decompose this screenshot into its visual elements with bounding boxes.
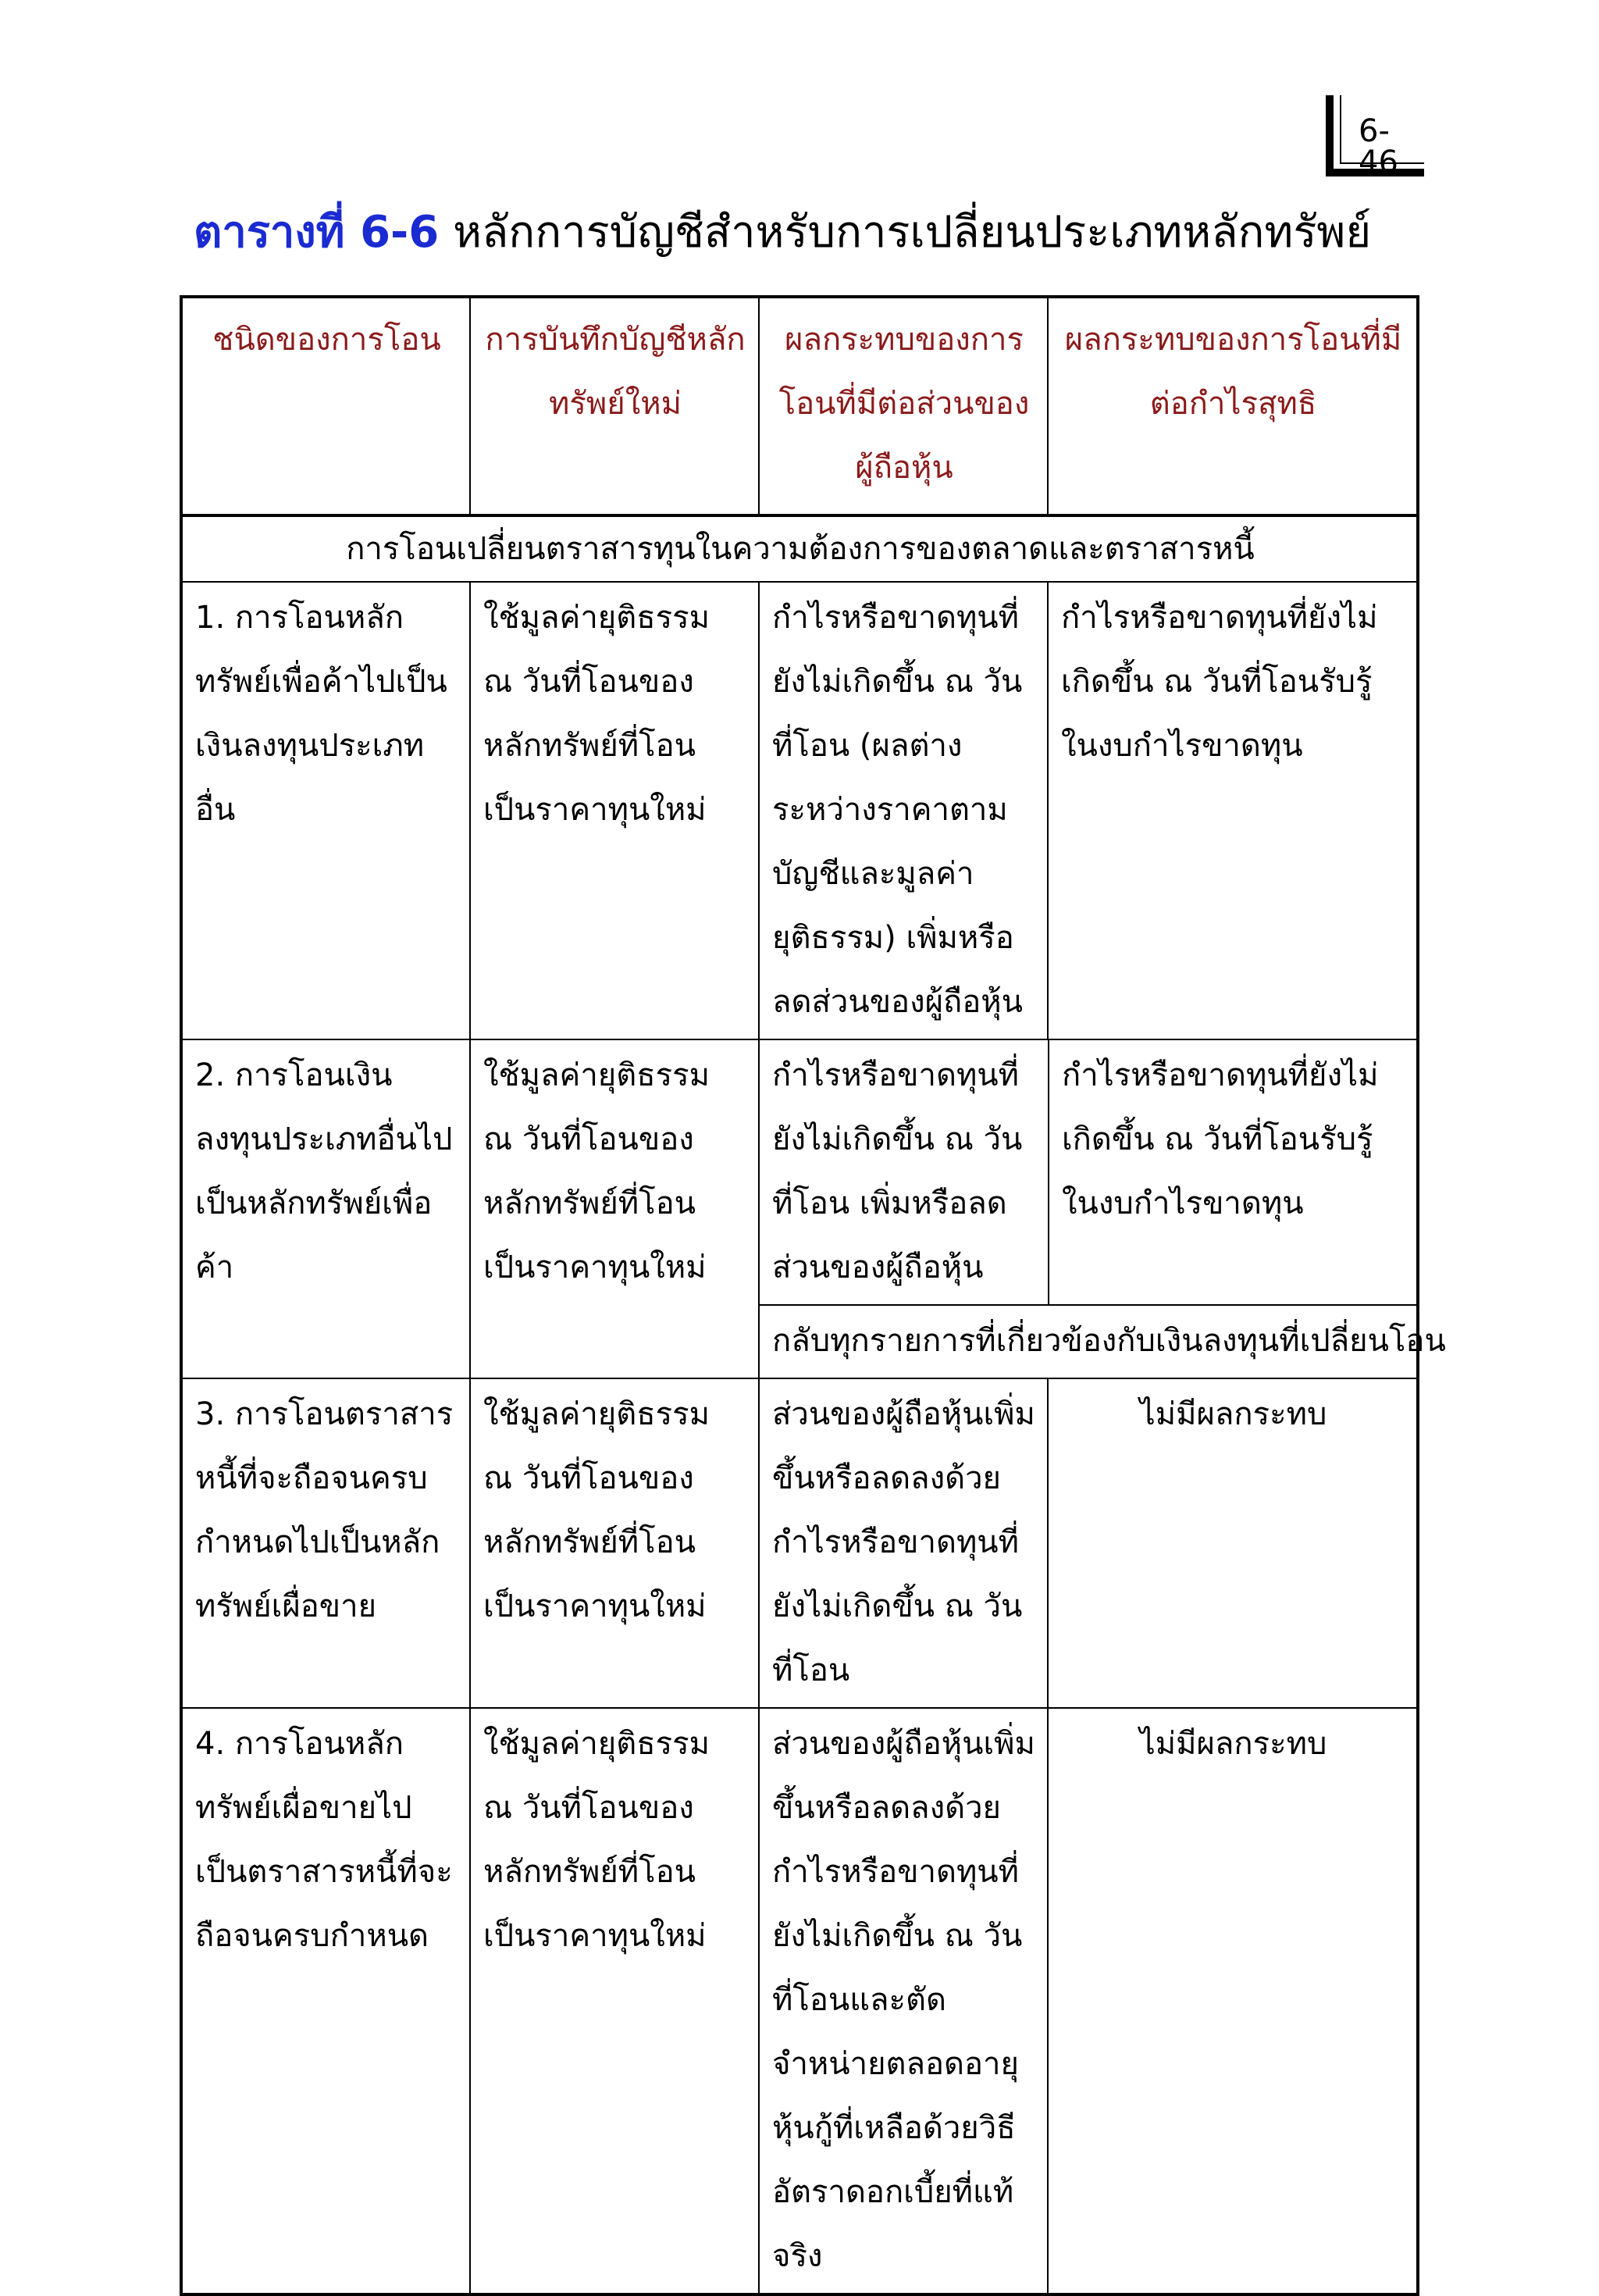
- cell-transfer-type: 1. การโอนหลักทรัพย์เพื่อค้าไปเป็นเงินลงทุนประเภทอื่น: [181, 582, 470, 1039]
- cell-transfer-type: 2. การโอนเงินลงทุนประเภทอื่นไปเป็นหลักทรัพย์เพื่อค้า: [181, 1039, 470, 1378]
- table-row: [181, 582, 1418, 1039]
- page-number-frame: [1326, 95, 1424, 180]
- cell-income-effect: ไม่มีผลกระทบ: [1048, 1708, 1418, 2294]
- cell-recording: ใช้มูลค่ายุติธรรม ณ วันที่โอนของหลักทรัพย์ที่โอนเป็นราคาทุนใหม่: [470, 1378, 759, 1708]
- cell-equity-effect: กำไรหรือขาดทุนที่ยังไม่เกิดขึ้น ณ วันที่โอน (ผลต่างระหว่างราคาตามบัญชีและมูลค่ายุติธรรม) เพิ่มหรือลดส่วนของผู้ถือหุ้น: [759, 582, 1048, 1039]
- table-title-label: ตารางที่ 6-6: [194, 207, 440, 258]
- cell-equity-effect: ส่วนของผู้ถือหุ้นเพิ่มขึ้นหรือลดลงด้วยกำไรหรือขาดทุนที่ยังไม่เกิดขึ้น ณ วันที่โอนและตัดจำหน่ายตลอดอายุหุ้นกู้ที่เหลือด้วยวิธีอัตราดอกเบี้ยที่แท้จริง: [759, 1708, 1048, 2294]
- table-title-text: หลักการบัญชีสำหรับการเปลี่ยนประเภทหลักทรัพย์: [453, 207, 1372, 258]
- section-row: [181, 515, 1418, 582]
- table-row: [181, 1378, 1418, 1708]
- cell-transfer-type: 4. การโอนหลักทรัพย์เผื่อขายไปเป็นตราสารหนี้ที่จะถือจนครบกำหนด: [181, 1708, 470, 2294]
- cell-equity-effect: ส่วนของผู้ถือหุ้นเพิ่มขึ้นหรือลดลงด้วยกำไรหรือขาดทุนที่ยังไม่เกิดขึ้น ณ วันที่โอน: [759, 1378, 1048, 1708]
- security-transfer-table: [180, 295, 1446, 2296]
- table-row: [181, 1708, 1418, 2294]
- header-transfer-type: ชนิดของการโอน: [181, 297, 470, 515]
- cell-transfer-type: 3. การโอนตราสารหนี้ที่จะถือจนครบกำหนดไปเป็นหลักทรัพย์เผื่อขาย: [181, 1378, 470, 1708]
- section-heading: การโอนเปลี่ยนตราสารทุนในความต้องการของตลาดและตราสารหนี้: [181, 515, 1418, 582]
- header-new-recording: การบันทึกบัญชีหลักทรัพย์ใหม่: [470, 297, 759, 515]
- nested-effects: [760, 1040, 1446, 1378]
- cell-recording: ใช้มูลค่ายุติธรรม ณ วันที่โอนของหลักทรัพย์ที่โอนเป็นราคาทุนใหม่: [470, 1708, 759, 2294]
- cell-equity-income-group: [759, 1039, 1446, 1378]
- cell-reversal-note: กลับทุกรายการที่เกี่ยวข้องกับเงินลงทุนที่เปลี่ยนโอน: [760, 1305, 1419, 1378]
- header-equity-effect: ผลกระทบของการโอนที่มีต่อส่วนของผู้ถือหุ้น: [759, 297, 1048, 515]
- header-income-effect: ผลกระทบของการโอนที่มีต่อกำไรสุทธิ: [1048, 297, 1418, 515]
- table-row: [181, 1039, 1418, 1378]
- table-header-row: [181, 297, 1418, 515]
- cell-income-effect: กำไรหรือขาดทุนที่ยังไม่เกิดขึ้น ณ วันที่โอนรับรู้ในงบกำไรขาดทุน: [1062, 1057, 1379, 1221]
- cell-income-effect: ไม่มีผลกระทบ: [1048, 1378, 1418, 1708]
- cell-equity-effect: กำไรหรือขาดทุนที่ยังไม่เกิดขึ้น ณ วันที่โอน เพิ่มหรือลดส่วนของผู้ถือหุ้น: [760, 1040, 1049, 1305]
- cell-recording: ใช้มูลค่ายุติธรรม ณ วันที่โอนของหลักทรัพย์ที่โอนเป็นราคาทุนใหม่: [470, 582, 759, 1039]
- table-title: [194, 206, 1412, 258]
- cell-recording: ใช้มูลค่ายุติธรรม ณ วันที่โอนของหลักทรัพย์ที่โอนเป็นราคาทุนใหม่: [470, 1039, 759, 1378]
- page-number: 6-46: [1359, 113, 1398, 180]
- cell-income-effect: กำไรหรือขาดทุนที่ยังไม่เกิดขึ้น ณ วันที่โอนรับรู้ในงบกำไรขาดทุน: [1048, 582, 1418, 1039]
